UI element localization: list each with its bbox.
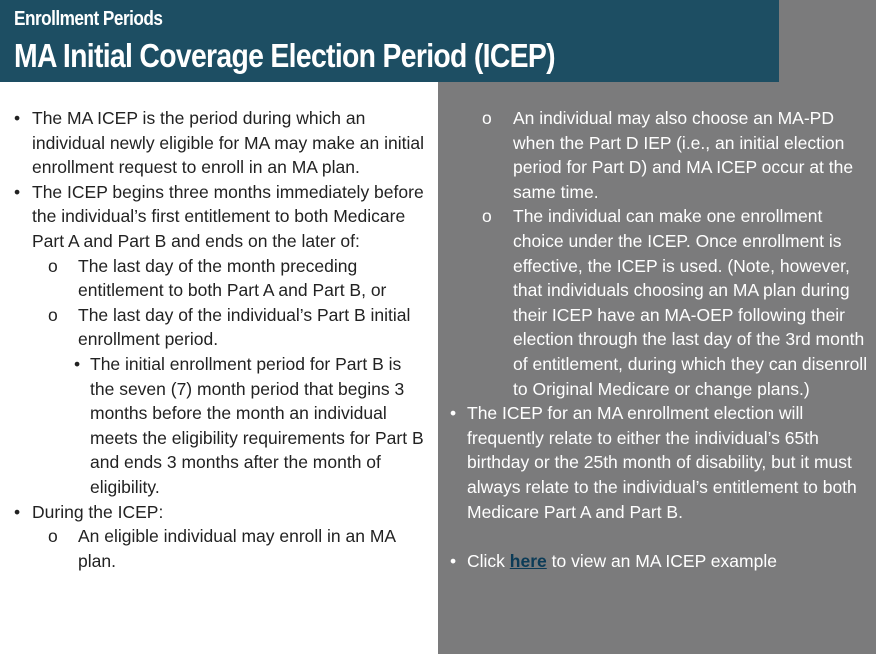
bullet-item-level-1: [12, 180, 428, 254]
bullet-text: An individual may also choose an MA-PD when the Part D IEP (i.e., an initial election period for Part D) and MA ICEP occur at the same time.: [513, 108, 854, 202]
bullet-item-level-1: [450, 401, 868, 524]
cta-list: [450, 549, 868, 574]
bullet-text: The ICEP for an MA enrollment election will frequently relate to either the individual’s 65th birthday or the 25th month of disability, but it must always relate to the individual’s entitlement to both Medicare Part A and Part B.: [467, 403, 857, 522]
section-kicker: Enrollment Periods: [14, 8, 163, 30]
view-example-link[interactable]: here: [509, 551, 547, 572]
spacer: [450, 524, 868, 549]
cta-prefix: Click: [467, 551, 510, 572]
bullet-marker: o: [482, 108, 492, 128]
bullet-text: The ICEP begins three months immediately before the individual’s first entitlement to both Medicare Part A and Part B and ends on the later of:: [32, 181, 424, 251]
bullet-marker: •: [450, 551, 457, 572]
bullet-marker: •: [14, 501, 21, 522]
bullet-item-level-1: [12, 500, 428, 525]
bullet-marker: •: [14, 108, 21, 128]
bullet-marker: o: [482, 206, 492, 227]
bullet-item-level-3: [12, 352, 428, 500]
bullet-item-level-1: [12, 106, 428, 180]
bullet-item-level-2: [450, 106, 868, 204]
header-banner: [0, 0, 779, 82]
bullet-marker: o: [48, 255, 58, 276]
bullet-text: The last day of the individual’s Part B initial enrollment period.: [78, 304, 411, 350]
bullet-item-level-2: [450, 204, 868, 401]
bullet-item-level-2: [12, 254, 428, 303]
bullet-item-level-2: [12, 524, 428, 573]
bullet-marker: o: [48, 304, 58, 325]
right-column: [438, 82, 876, 574]
bullet-marker: o: [48, 526, 58, 547]
cta-suffix: to view an MA ICEP example: [546, 551, 777, 572]
bullet-item-level-2: [12, 303, 428, 352]
cta-item: [450, 549, 868, 574]
left-column: [0, 82, 438, 573]
bullet-text: During the ICEP:: [32, 501, 164, 522]
bullet-text: The MA ICEP is the period during which an individual newly eligible for MA may make an initial enrollment request to enroll in an MA plan.: [32, 108, 424, 178]
bullet-text: The individual can make one enrollment choice under the ICEP. Once enrollment is effective, the ICEP is used. (Note, however, that individuals choosing an MA plan during their ICEP have an MA-OEP following their election through the last day of the 3rd month of entitlement, during which they can disenroll to Original Medicare or change plans.): [513, 206, 868, 399]
header-right-strip: [779, 0, 876, 82]
bullet-text: An eligible individual may enroll in an MA plan.: [78, 526, 396, 571]
bullet-text: The initial enrollment period for Part B is the seven (7) month period that begins 3 months before the month an individual meets the eligibility requirements for Part B and ends 3 months after the month of eligibility.: [90, 353, 424, 497]
page-title: MA Initial Coverage Election Period (ICEP): [14, 37, 555, 74]
bullet-marker: •: [450, 403, 457, 424]
bullet-marker: •: [14, 181, 21, 202]
bullet-text: The last day of the month preceding entitlement to both Part A and Part B, or: [78, 255, 387, 301]
bullet-marker: •: [74, 353, 81, 374]
left-bullet-list: [12, 106, 428, 573]
right-bullet-list: [450, 106, 868, 524]
